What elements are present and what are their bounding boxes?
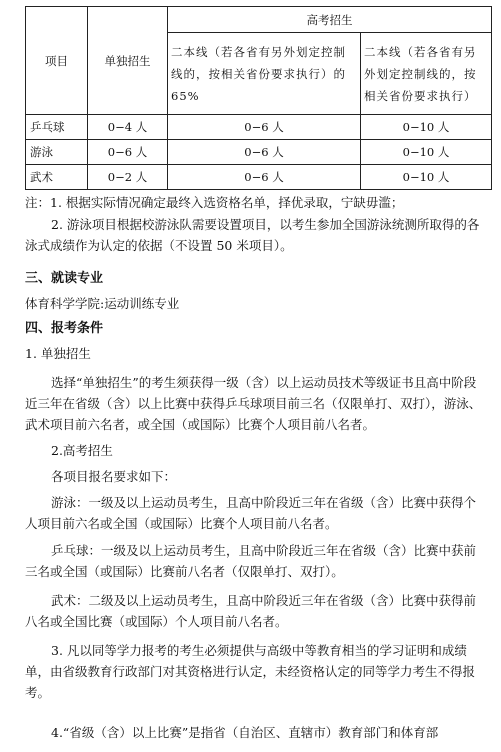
section-3-title: 三、就读专业: [25, 271, 104, 286]
row-line2-65: 0−6 人: [168, 165, 361, 190]
header-solo: 单独招生: [88, 7, 168, 115]
table-row: [26, 140, 492, 165]
requirements-intro: 各项目报名要求如下：: [51, 469, 177, 484]
header-gaokao: 高考招生: [168, 7, 492, 33]
pingpong-requirement: 乒乓球：一级及以上运动员考生，且高中阶段近三年在省级（含）比赛中获前三名或全国（或国际）比赛前八名者（仅限单打、双打）。: [25, 543, 477, 579]
header-line2-65: 二本线（若各省有另外划定控制线的，按相关省份要求执行）的 65%: [168, 33, 361, 115]
row-name: 乒乓球: [26, 115, 88, 140]
row-name: 武术: [26, 165, 88, 190]
wushu-requirement: 武术：二级及以上运动员考生，且高中阶段近三年在省级（含）比赛中获得前八名或全国比赛（或国际）个人项目前八名者。: [25, 593, 477, 629]
row-line2: 0−10 人: [361, 165, 492, 190]
row-solo: 0−6 人: [88, 140, 168, 165]
row-line2-65: 0−6 人: [168, 115, 361, 140]
provincial-competition-note: 4.“省级（含）以上比赛”是指省（自治区、直辖市）教育部门和体育部: [51, 725, 439, 740]
note-1: 注：1. 根据实际情况确定最终入选资格名单，择优录取，宁缺毋滥；: [25, 195, 404, 210]
section-4-title: 四、报考条件: [25, 321, 104, 336]
subheading-solo: 1. 单独招生: [25, 346, 91, 361]
header-line2: 二本线（若各省有另外划定控制线的，按相关省份要求执行）: [361, 33, 492, 115]
equivalent-education-note: 3. 凡以同等学力报考的考生必须提供与高级中等教育相当的学习证明和成绩单，由省级教育行政部门对其资格进行认定，未经资格认定的同等学力考生不得报考。: [25, 643, 476, 700]
row-line2-65: 0−6 人: [168, 140, 361, 165]
row-line2: 0−10 人: [361, 140, 492, 165]
row-solo: 0−4 人: [88, 115, 168, 140]
note-2: 2. 游泳项目根据校游泳队需要设置项目，以考生参加全国游泳统测所取得的各泳式成绩作为认定的依据（不设置 50 米项目）。: [25, 217, 480, 253]
solo-requirement: 选择“单独招生”的考生须获得一级（含）以上运动员技术等级证书且高中阶段近三年在省级（含）以上比赛中获得乒乓球项目前三名（仅限单打、双打），游泳、武术项目前六名者，或全国（或国际）比赛个人项目前八名者。: [25, 375, 482, 432]
row-solo: 0−2 人: [88, 165, 168, 190]
table-row: [26, 115, 492, 140]
swim-requirement: 游泳：一级及以上运动员考生，且高中阶段近三年在省级（含）比赛中获得个人项目前六名或全国（或国际）比赛个人项目前八名者。: [25, 495, 477, 531]
quota-table: [25, 6, 492, 190]
subheading-gaokao: 2.高考招生: [51, 443, 113, 458]
header-project: 项目: [26, 7, 88, 115]
row-name: 游泳: [26, 140, 88, 165]
row-line2: 0−10 人: [361, 115, 492, 140]
table-row: [26, 165, 492, 190]
section-3-body: 体育科学学院:运动训练专业: [25, 296, 180, 311]
